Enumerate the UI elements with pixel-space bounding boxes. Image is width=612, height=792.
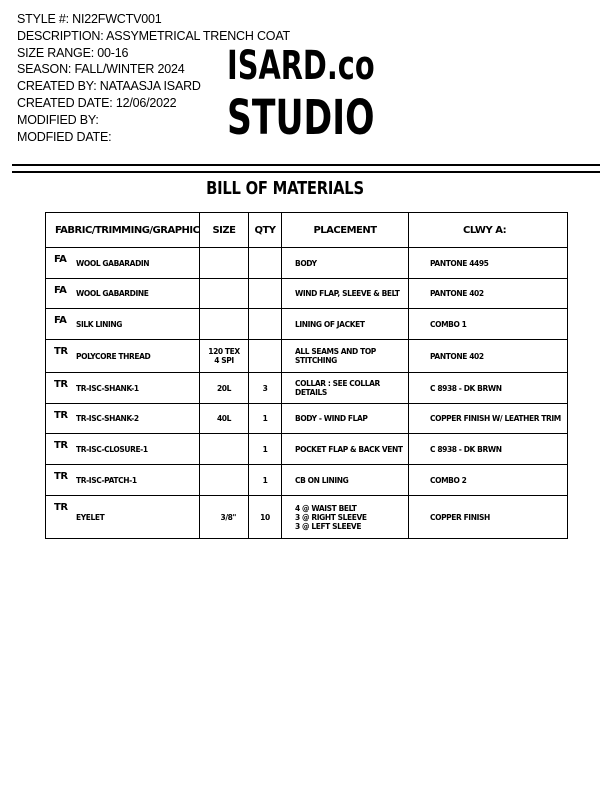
material-type-code: TR (54, 346, 68, 357)
placement-line: CB ON LINING (295, 475, 349, 485)
qty-cell: 1 (249, 404, 282, 434)
material-name: WOOL GABARADIN (76, 258, 150, 268)
size-cell (200, 434, 249, 465)
header-divider-bottom (12, 171, 600, 173)
placement-line: 3 @ RIGHT SLEEVE (295, 512, 367, 522)
material-type-code: TR (54, 379, 68, 390)
table-row (46, 496, 568, 539)
table-row (46, 434, 568, 465)
material-name: TR-ISC-CLOSURE-1 (76, 444, 148, 454)
placement-cell (282, 279, 409, 309)
material-type-code: TR (54, 410, 68, 421)
colorway-cell: C 8938 - DK BRWN (409, 373, 568, 404)
size-range: SIZE RANGE: 00-16 (17, 45, 129, 60)
size-cell: 120 TEX 4 SPI (200, 340, 249, 373)
placement-cell (282, 373, 409, 404)
table-row (46, 340, 568, 373)
size-cell (200, 248, 249, 279)
material-cell (46, 309, 200, 340)
material-name: SILK LINING (76, 319, 123, 329)
size-cell: 20L (200, 373, 249, 404)
material-cell (46, 373, 200, 404)
qty-cell: 1 (249, 434, 282, 465)
material-name: WOOL GABARDINE (76, 289, 149, 298)
brand-name: ISARD.co (227, 43, 375, 89)
header-divider-top (12, 164, 600, 166)
material-cell (46, 496, 200, 539)
qty-cell: 10 (249, 496, 282, 539)
placement-line: 3 @ LEFT SLEEVE (295, 521, 362, 531)
placement-cell (282, 404, 409, 434)
created-date: CREATED DATE: 12/06/2022 (17, 95, 177, 110)
placement-line: BODY - WIND FLAP (295, 414, 368, 423)
colorway-cell: COPPER FINISH (409, 496, 568, 539)
table-row (46, 309, 568, 340)
material-type-code: FA (54, 285, 67, 296)
colorway-cell: COMBO 2 (409, 465, 568, 496)
material-type-code: FA (54, 315, 67, 326)
placement-line: WIND FLAP, SLEEVE & BELT (295, 289, 400, 298)
brand-logo (227, 44, 375, 144)
placement-line: BODY (295, 258, 317, 268)
colorway-cell: PANTONE 402 (409, 279, 568, 309)
placement-line: POCKET FLAP & BACK VENT (295, 444, 403, 454)
size-cell (200, 279, 249, 309)
column-header-placement: PLACEMENT (282, 213, 409, 248)
column-header-material: FABRIC/TRIMMING/GRAPHIC (46, 213, 200, 248)
modified-by: MODIFIED BY: (17, 112, 99, 127)
placement-cell (282, 434, 409, 465)
table-row (46, 373, 568, 404)
column-header-colorway: CLWY A: (409, 213, 568, 248)
placement-line: 4 @ WAIST BELT (295, 503, 357, 513)
material-cell (46, 434, 200, 465)
material-type-code: TR (54, 502, 68, 513)
colorway-cell: COMBO 1 (409, 309, 568, 340)
brand-subtitle: STUDIO (227, 90, 375, 146)
placement-cell (282, 309, 409, 340)
size-cell (200, 309, 249, 340)
material-type-code: TR (54, 440, 68, 451)
style-number: STYLE #: NI22FWCTV001 (17, 12, 162, 26)
material-name: POLYCORE THREAD (76, 351, 151, 361)
material-cell (46, 279, 200, 309)
material-cell (46, 340, 200, 373)
qty-cell: 1 (249, 465, 282, 496)
placement-line: ALL SEAMS AND TOP STITCHING (295, 347, 376, 365)
material-name: TR-ISC-SHANK-2 (76, 414, 139, 423)
qty-cell (249, 279, 282, 309)
qty-cell (249, 340, 282, 373)
bom-body (46, 248, 568, 539)
created-by: CREATED BY: NATAASJA ISARD (17, 79, 201, 94)
placement-line: LINING OF JACKET (295, 319, 365, 329)
table-row (46, 279, 568, 309)
material-name: TR-ISC-SHANK-1 (76, 383, 139, 393)
column-header-size: SIZE (200, 213, 249, 248)
material-type-code: FA (54, 254, 67, 265)
placement-cell (282, 465, 409, 496)
size-cell: 40L (200, 404, 249, 434)
placement-cell (282, 340, 409, 373)
qty-cell: 3 (249, 373, 282, 404)
colorway-cell: C 8938 - DK BRWN (409, 434, 568, 465)
size-cell: 3/8" (200, 496, 249, 539)
material-type-code: TR (54, 471, 68, 482)
column-header-qty: QTY (249, 213, 282, 248)
qty-cell (249, 309, 282, 340)
bom-table (45, 212, 568, 539)
placement-line: COLLAR : SEE COLLAR DETAILS (295, 379, 380, 397)
table-row (46, 248, 568, 279)
material-cell (46, 465, 200, 496)
bom-header-row (46, 213, 568, 248)
bom-title: BILL OF MATERIALS (206, 178, 364, 199)
colorway-cell: PANTONE 4495 (409, 248, 568, 279)
placement-cell (282, 248, 409, 279)
material-name: EYELET (76, 512, 105, 522)
colorway-cell: COPPER FINISH W/ LEATHER TRIM (409, 404, 568, 434)
size-cell (200, 465, 249, 496)
material-cell (46, 248, 200, 279)
table-row (46, 465, 568, 496)
material-name: TR-ISC-PATCH-1 (76, 475, 137, 485)
material-cell (46, 404, 200, 434)
placement-cell (282, 496, 409, 539)
season: SEASON: FALL/WINTER 2024 (17, 62, 185, 77)
qty-cell (249, 248, 282, 279)
table-row (46, 404, 568, 434)
colorway-cell: PANTONE 402 (409, 340, 568, 373)
description: DESCRIPTION: ASSYMETRICAL TRENCH COAT (17, 28, 290, 43)
modified-date: MODFIED DATE: (17, 129, 112, 144)
